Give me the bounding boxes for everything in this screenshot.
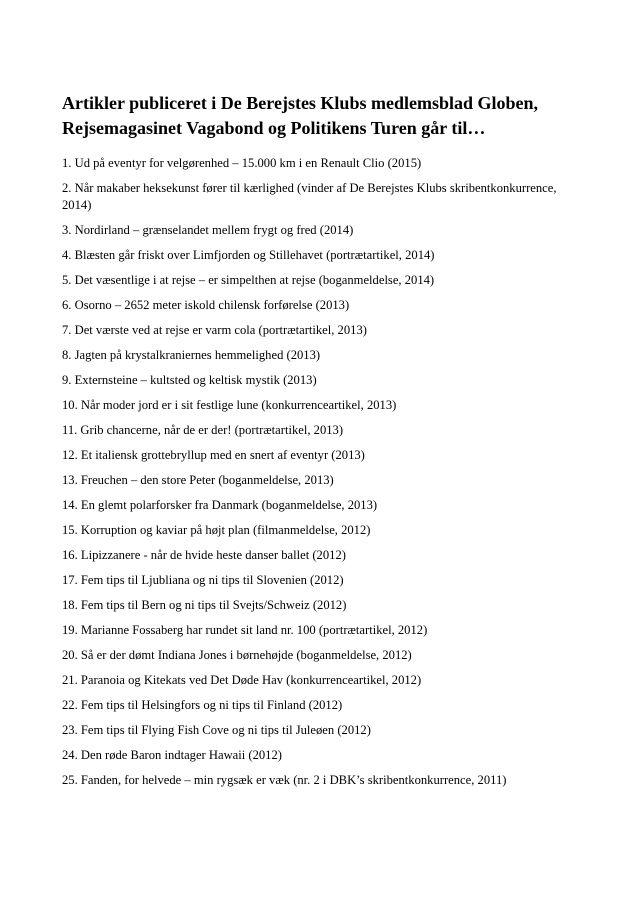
article-item: 13. Freuchen – den store Peter (boganmeldelse, 2013) <box>62 473 334 487</box>
document-title: Artikler publiceret i De Berejstes Klubs medlemsblad Globen, Rejsemagasinet Vagabond og Politikens Turen går til… <box>62 93 538 138</box>
article-item: 20. Så er der dømt Indiana Jones i børnehøjde (boganmeldelse, 2012) <box>62 648 412 662</box>
article-item: 19. Marianne Fossaberg har rundet sit land nr. 100 (portrætartikel, 2012) <box>62 623 428 637</box>
article-item: 6. Osorno – 2652 meter iskold chilensk forførelse (2013) <box>62 298 350 312</box>
article-item: 12. Et italiensk grottebryllup med en snert af eventyr (2013) <box>62 448 365 462</box>
article-item: 2. Når makaber heksekunst fører til kærlighed (vinder af De Berejstes Klubs skribentkonkurrence, 2014) <box>62 181 557 212</box>
article-item: 24. Den røde Baron indtager Hawaii (2012) <box>62 748 282 762</box>
article-item: 25. Fanden, for helvede – min rygsæk er væk (nr. 2 i DBK’s skribentkonkurrence, 2011) <box>62 773 507 787</box>
article-item: 11. Grib chancerne, når de er der! (portrætartikel, 2013) <box>62 423 344 437</box>
article-item: 17. Fem tips til Ljubliana og ni tips til Slovenien (2012) <box>62 573 344 587</box>
article-item: 3. Nordirland – grænselandet mellem frygt og fred (2014) <box>62 223 354 237</box>
article-item: 8. Jagten på krystalkraniernes hemmelighed (2013) <box>62 348 321 362</box>
article-item: 16. Lipizzanere - når de hvide heste danser ballet (2012) <box>62 548 346 562</box>
article-list <box>62 155 582 789</box>
article-item: 9. Externsteine – kultsted og keltisk mystik (2013) <box>62 373 317 387</box>
article-item: 14. En glemt polarforsker fra Danmark (boganmeldelse, 2013) <box>62 498 378 512</box>
article-item: 15. Korruption og kaviar på højt plan (filmanmeldelse, 2012) <box>62 523 371 537</box>
article-item: 21. Paranoia og Kitekats ved Det Døde Hav (konkurrenceartikel, 2012) <box>62 673 422 687</box>
article-item: 23. Fem tips til Flying Fish Cove og ni tips til Juleøen (2012) <box>62 723 371 737</box>
article-item: 10. Når moder jord er i sit festlige lune (konkurrenceartikel, 2013) <box>62 398 397 412</box>
article-item: 7. Det værste ved at rejse er varm cola (portrætartikel, 2013) <box>62 323 367 337</box>
article-item: 22. Fem tips til Helsingfors og ni tips til Finland (2012) <box>62 698 343 712</box>
article-item: 1. Ud på eventyr for velgørenhed – 15.000 km i en Renault Clio (2015) <box>62 156 422 170</box>
document-page <box>62 91 582 797</box>
article-item: 18. Fem tips til Bern og ni tips til Svejts/Schweiz (2012) <box>62 598 347 612</box>
article-item: 5. Det væsentlige i at rejse – er simpelthen at rejse (boganmeldelse, 2014) <box>62 273 435 287</box>
article-item: 4. Blæsten går friskt over Limfjorden og Stillehavet (portrætartikel, 2014) <box>62 248 435 262</box>
